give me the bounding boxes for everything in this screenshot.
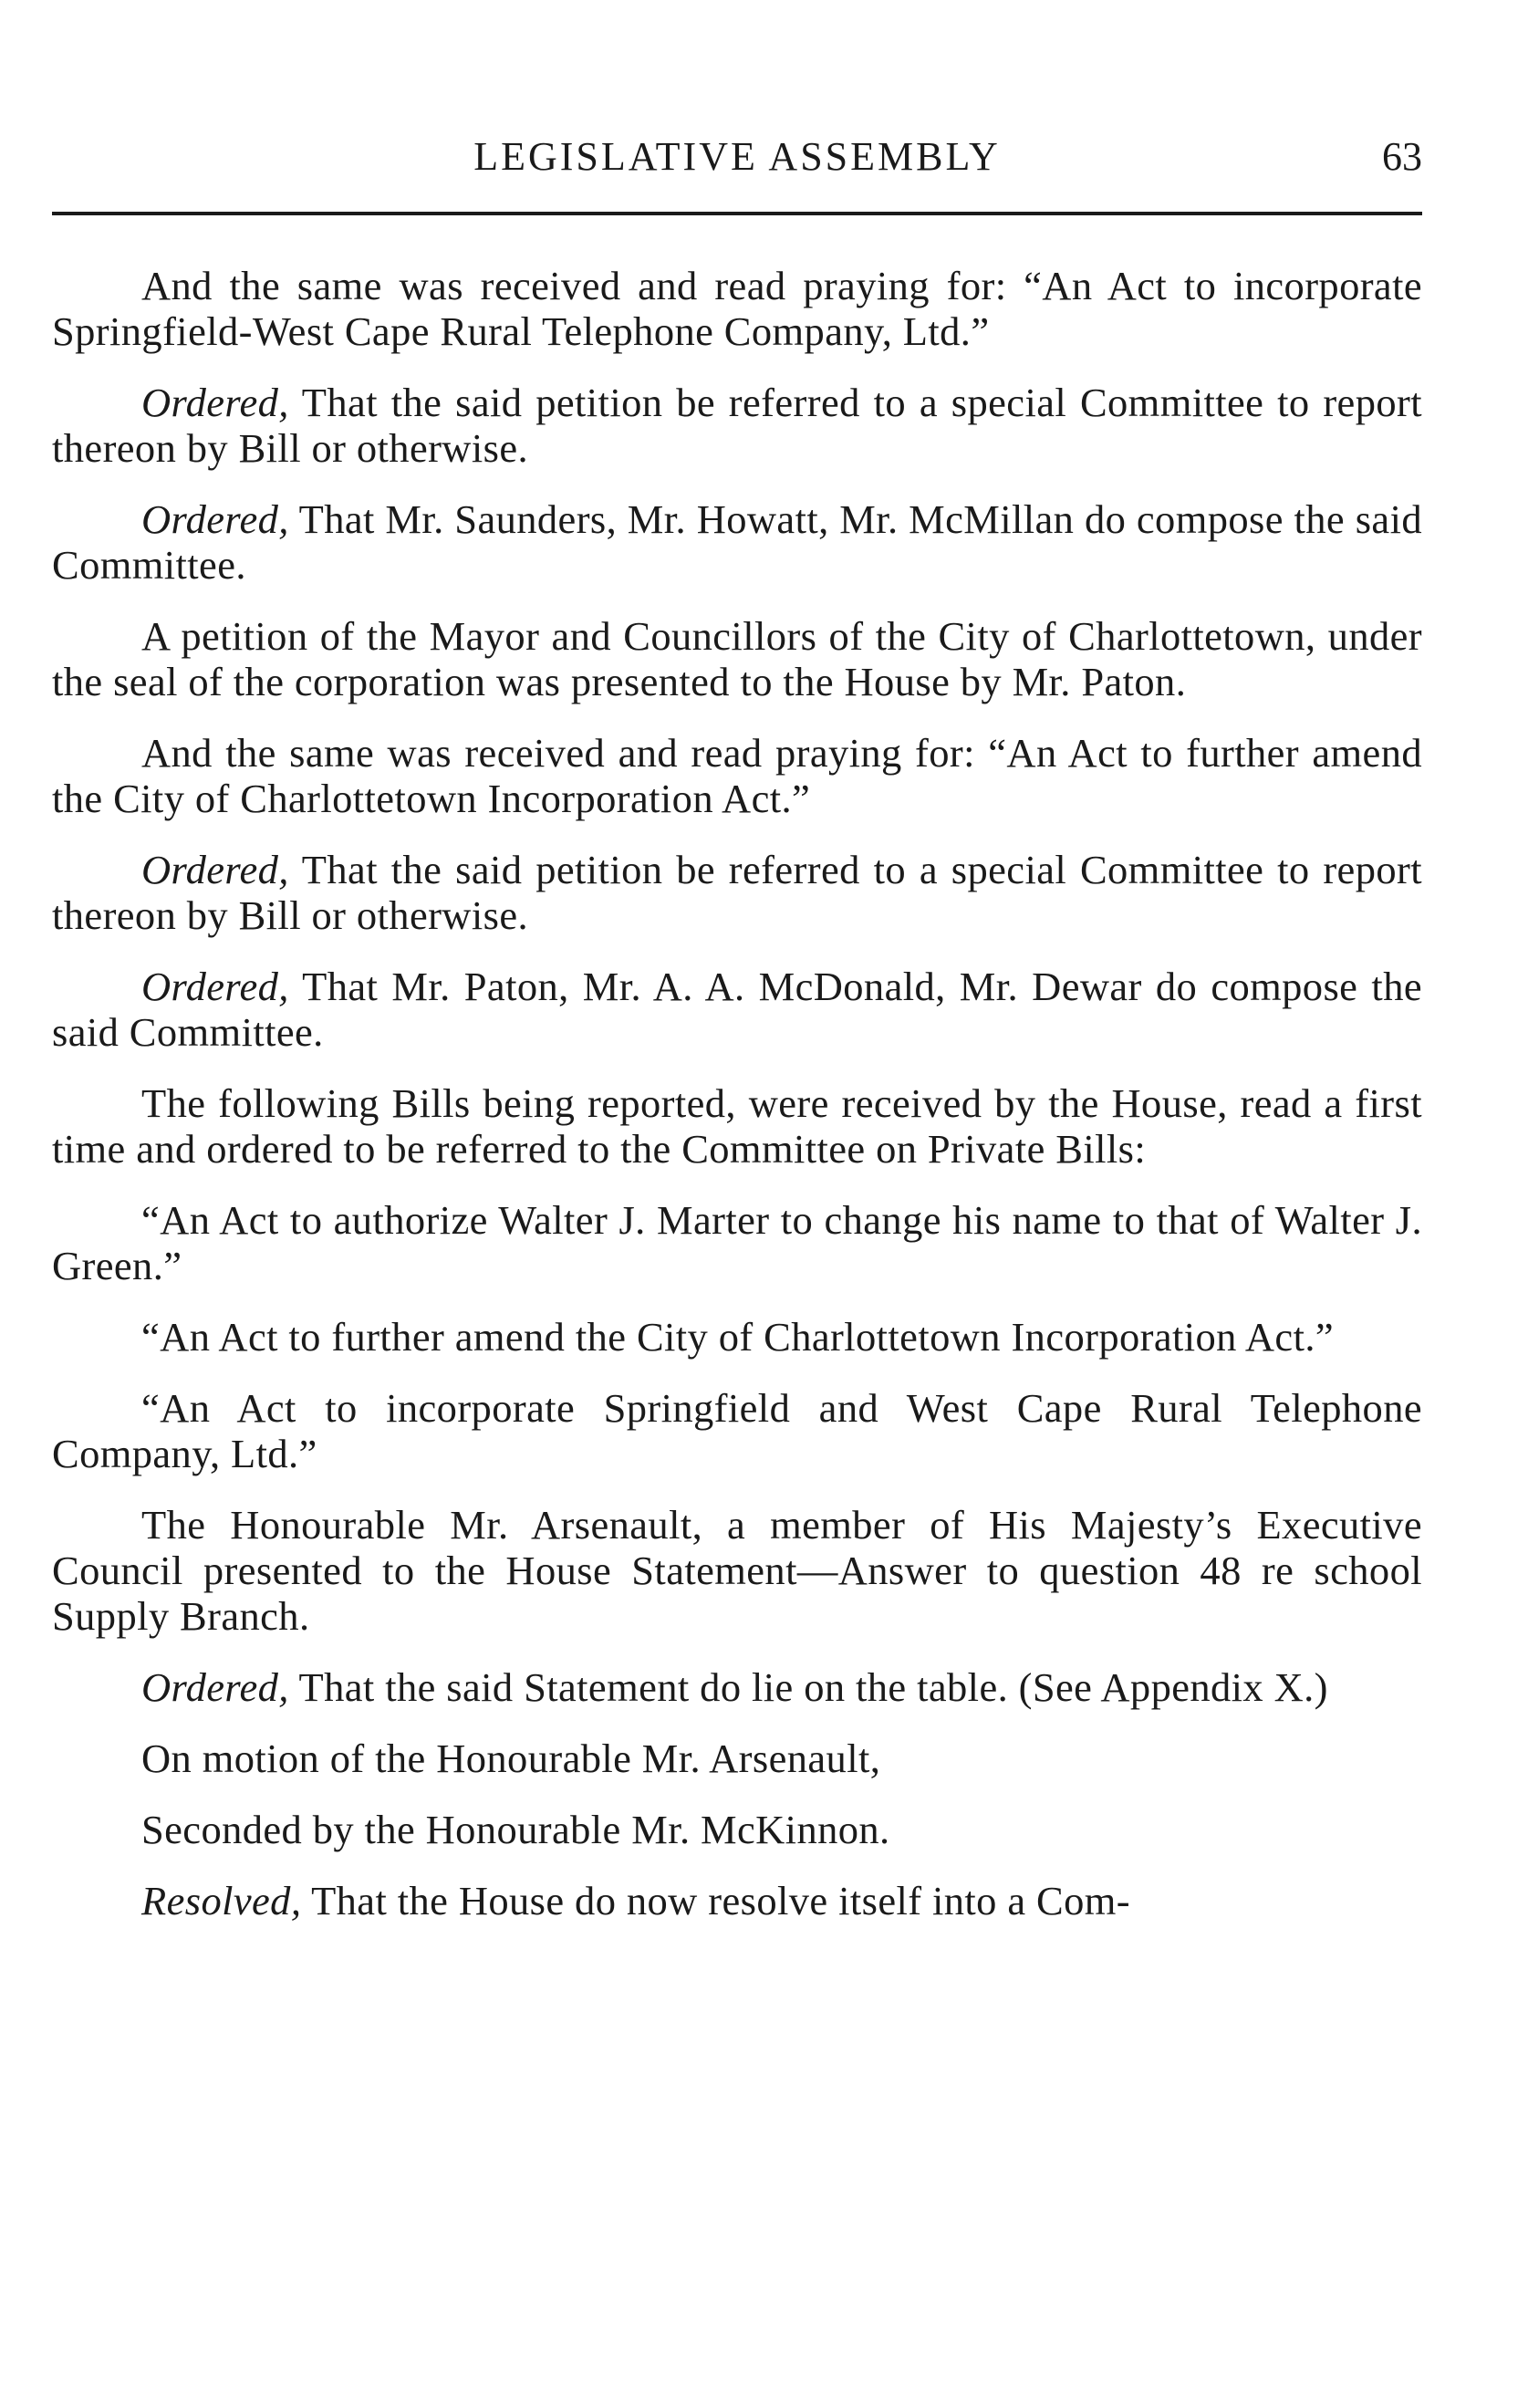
paragraph-text: “An Act to further amend the City of Charlottetown Incorporation Act.”	[141, 1314, 1335, 1360]
paragraph	[52, 1736, 1422, 1781]
paragraph	[52, 496, 1422, 588]
paragraph-lead: Ordered,	[141, 1664, 289, 1710]
paragraph-text: And the same was received and read praying for: “An Act to further amend the City of Charlottetown Incorporation Act.”	[52, 730, 1422, 821]
paragraph-text: That the said petition be referred to a special Committee to report thereon by Bill or otherwise.	[52, 380, 1422, 471]
running-title: LEGISLATIVE ASSEMBLY	[473, 134, 1001, 179]
paragraph-lead: Ordered,	[141, 964, 289, 1009]
paragraph-text: The following Bills being reported, were received by the House, read a first time and ordered to be referred to the Committee on Private Bills:	[52, 1080, 1422, 1172]
paragraph-text: On motion of the Honourable Mr. Arsenault,	[141, 1736, 881, 1781]
paragraph-lead: Resolved,	[141, 1878, 302, 1923]
paragraph-text: Seconded by the Honourable Mr. McKinnon.	[141, 1807, 890, 1852]
paragraph-text: And the same was received and read praying for: “An Act to incorporate Springfield-West Cape Rural Telephone Company, Ltd.”	[52, 263, 1422, 354]
paragraph-text: That Mr. Saunders, Mr. Howatt, Mr. McMillan do compose the said Committee.	[52, 496, 1422, 588]
paragraph	[52, 1664, 1422, 1710]
paragraph	[52, 613, 1422, 704]
body-text	[52, 263, 1422, 1949]
paragraph	[52, 263, 1422, 354]
paragraph-text: The Honourable Mr. Arsenault, a member of His Majesty’s Executive Council presented to the House Statement—Answer to question 48 re school Supply Branch.	[52, 1502, 1422, 1639]
paragraph-text: A petition of the Mayor and Councillors of the City of Charlottetown, under the seal of the corporation was presented to the House by Mr. Paton.	[52, 613, 1422, 704]
paragraph-text: That the said petition be referred to a special Committee to report thereon by Bill or otherwise.	[52, 847, 1422, 938]
paragraph-lead: Ordered,	[141, 380, 289, 425]
paragraph-text: That Mr. Paton, Mr. A. A. McDonald, Mr. Dewar do compose the said Committee.	[52, 964, 1422, 1055]
paragraph	[52, 1385, 1422, 1476]
paragraph	[52, 847, 1422, 938]
running-header	[52, 130, 1422, 184]
paragraph-text: That the House do now resolve itself into a Com-	[301, 1878, 1130, 1923]
page-number: 63	[1382, 134, 1422, 179]
paragraph	[52, 1197, 1422, 1288]
paragraph	[52, 1314, 1422, 1360]
header-rule	[52, 212, 1422, 215]
paragraph-text: That the said Statement do lie on the table. (See Appendix X.)	[288, 1664, 1328, 1710]
paragraph-text: “An Act to incorporate Springfield and West Cape Rural Telephone Company, Ltd.”	[52, 1385, 1422, 1476]
paragraph	[52, 1878, 1422, 1923]
paragraph	[52, 380, 1422, 471]
paragraph-lead: Ordered,	[141, 496, 289, 542]
paragraph-text: “An Act to authorize Walter J. Marter to change his name to that of Walter J. Green.”	[52, 1197, 1422, 1288]
paragraph	[52, 964, 1422, 1055]
paragraph	[52, 1807, 1422, 1852]
paragraph	[52, 1502, 1422, 1639]
paragraph-lead: Ordered,	[141, 847, 289, 892]
paragraph	[52, 730, 1422, 821]
paragraph	[52, 1080, 1422, 1172]
